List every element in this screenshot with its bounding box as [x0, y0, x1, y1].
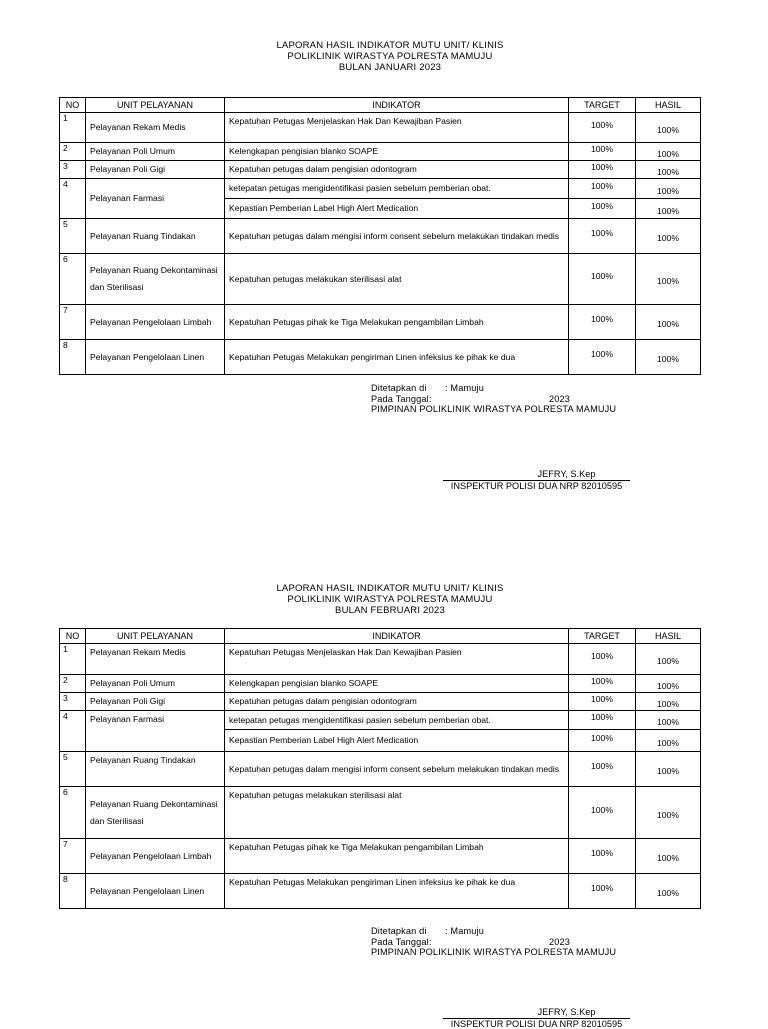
- row-target: 100%: [569, 874, 636, 909]
- table-row: [60, 752, 701, 787]
- row-hasil: 100%: [636, 219, 701, 254]
- row-unit: Pelayanan Farmasi: [86, 179, 225, 219]
- row-unit: Pelayanan Pengelolaan Linen: [86, 340, 225, 375]
- row-indikator: Kepatuhan Petugas pihak ke Tiga Melakukan pengambilan Limbah: [225, 839, 569, 874]
- table-header-row: [60, 98, 701, 113]
- signer-rank: INSPEKTUR POLISI DUA NRP 82010595: [443, 481, 630, 492]
- row-no: 5: [60, 219, 86, 254]
- row-hasil: 100%: [636, 711, 701, 730]
- tanggal-sep: :: [429, 937, 549, 948]
- row-hasil: 100%: [636, 730, 701, 752]
- row-unit: Pelayanan Ruang Dekontaminasi dan Sterilisasi: [86, 787, 225, 839]
- table-row: [60, 874, 701, 909]
- signer-rank: INSPEKTUR POLISI DUA NRP 82010595: [443, 1019, 630, 1029]
- row-indikator: Kepatuhan petugas melakukan sterilisasi alat: [225, 254, 569, 305]
- title-line-3: BULAN JANUARI 2023: [0, 62, 768, 73]
- row-hasil: 100%: [636, 644, 701, 675]
- row-indikator: Kepatuhan petugas dalam pengisian odontogram: [225, 161, 569, 179]
- row-no: 3: [60, 161, 86, 179]
- row-indikator: Kepatuhan Petugas pihak ke Tiga Melakukan pengambilan Limbah: [225, 305, 569, 340]
- header-hasil: HASIL: [636, 629, 701, 644]
- row-no: 2: [60, 675, 86, 693]
- header-no: NO: [60, 629, 86, 644]
- tanggal-year: 2023: [549, 394, 570, 404]
- title-line-1: LAPORAN HASIL INDIKATOR MUTU UNIT/ KLINIS: [0, 583, 768, 594]
- table-row: [60, 143, 701, 161]
- row-target: 100%: [569, 305, 636, 340]
- header-hasil: HASIL: [636, 98, 701, 113]
- row-unit: Pelayanan Ruang Tindakan: [86, 219, 225, 254]
- row-unit: Pelayanan Pengelolaan Limbah: [86, 305, 225, 340]
- ditetapkan-label: Ditetapkan di: [371, 383, 445, 394]
- row-target: 100%: [569, 340, 636, 375]
- row-hasil: 100%: [636, 143, 701, 161]
- row-indikator: Kelengkapan pengisian blanko SOAPE: [225, 675, 569, 693]
- row-unit: Pelayanan Rekam Medis: [86, 644, 225, 675]
- row-unit: Pelayanan Pengelolaan Limbah: [86, 839, 225, 874]
- row-unit: Pelayanan Ruang Dekontaminasi dan Sterilisasi: [86, 254, 225, 305]
- row-target: 100%: [569, 693, 636, 711]
- row-indikator: Kepatuhan Petugas Melakukan pengiriman Linen infeksius ke pihak ke dua: [225, 874, 569, 909]
- row-no: 2: [60, 143, 86, 161]
- title-line-1: LAPORAN HASIL INDIKATOR MUTU UNIT/ KLINIS: [0, 40, 768, 51]
- row-indikator: ketepatan petugas mengidentifikasi pasien sebelum pemberian obat.: [225, 711, 569, 730]
- pimpinan-title: PIMPINAN POLIKLINIK WIRASTYA POLRESTA MAMUJU: [371, 404, 616, 415]
- row-unit: Pelayanan Farmasi: [86, 711, 225, 752]
- row-no: 6: [60, 254, 86, 305]
- row-hasil: 100%: [636, 340, 701, 375]
- row-no: 7: [60, 305, 86, 340]
- indicator-table: [59, 97, 701, 375]
- table-row: [60, 113, 701, 143]
- pimpinan-title: PIMPINAN POLIKLINIK WIRASTYA POLRESTA MAMUJU: [371, 947, 616, 958]
- row-no: 8: [60, 874, 86, 909]
- row-indikator: Kepatuhan Petugas Menjelaskan Hak Dan Kewajiban Pasien: [225, 113, 569, 143]
- row-indikator: Kepatuhan petugas dalam pengisian odontogram: [225, 693, 569, 711]
- row-indikator: Kepastian Pemberian Label High Alert Medication: [225, 199, 569, 219]
- row-hasil: 100%: [636, 113, 701, 143]
- row-hasil: 100%: [636, 161, 701, 179]
- row-target: 100%: [569, 752, 636, 787]
- tanggal-row: [371, 937, 616, 948]
- header-target: TARGET: [569, 629, 636, 644]
- ditetapkan-label: Ditetapkan di: [371, 926, 445, 937]
- header-unit: UNIT PELAYANAN: [86, 98, 225, 113]
- table-row: [60, 693, 701, 711]
- table-row: [60, 787, 701, 839]
- ditetapkan-value: : Mamuju: [445, 926, 484, 936]
- table-header-row: [60, 629, 701, 644]
- table-row: [60, 254, 701, 305]
- tanggal-sep: :: [429, 394, 549, 405]
- row-indikator: Kepatuhan petugas dalam mengisi inform consent sebelum melakukan tindakan medis: [225, 752, 569, 787]
- table-row: [60, 340, 701, 375]
- row-indikator: Kepatuhan Petugas Melakukan pengiriman Linen infeksius ke pihak ke dua: [225, 340, 569, 375]
- row-unit: Pelayanan Poli Gigi: [86, 161, 225, 179]
- row-no: 1: [60, 644, 86, 675]
- tanggal-label: Pada Tanggal: [371, 394, 429, 405]
- table-row: [60, 711, 701, 730]
- row-hasil: 100%: [636, 305, 701, 340]
- row-hasil: 100%: [636, 199, 701, 219]
- signer-name: JEFRY, S.Kep: [443, 1007, 630, 1019]
- row-no: 8: [60, 340, 86, 375]
- row-no: 6: [60, 787, 86, 839]
- row-target: 100%: [569, 219, 636, 254]
- tanggal-year: 2023: [549, 937, 570, 947]
- row-no: 4: [60, 711, 86, 752]
- ditetapkan-row: [371, 926, 616, 937]
- row-target: 100%: [569, 199, 636, 219]
- signer: [443, 469, 630, 491]
- indicator-table: [59, 628, 701, 909]
- row-unit: Pelayanan Pengelolaan Linen: [86, 874, 225, 909]
- row-no: 3: [60, 693, 86, 711]
- header-no: NO: [60, 98, 86, 113]
- title-line-2: POLIKLINIK WIRASTYA POLRESTA MAMUJU: [0, 594, 768, 605]
- title-line-2: POLIKLINIK WIRASTYA POLRESTA MAMUJU: [0, 51, 768, 62]
- row-target: 100%: [569, 161, 636, 179]
- row-indikator: ketepatan petugas mengidentifikasi pasien sebelum pemberian obat.: [225, 179, 569, 199]
- row-hasil: 100%: [636, 693, 701, 711]
- report-title: [0, 583, 768, 616]
- row-hasil: 100%: [636, 752, 701, 787]
- row-no: 7: [60, 839, 86, 874]
- row-target: 100%: [569, 254, 636, 305]
- ditetapkan-row: [371, 383, 616, 394]
- row-target: 100%: [569, 730, 636, 752]
- header-unit: UNIT PELAYANAN: [86, 629, 225, 644]
- table-row: [60, 305, 701, 340]
- row-target: 100%: [569, 113, 636, 143]
- row-unit: Pelayanan Rekam Medis: [86, 113, 225, 143]
- row-unit: Pelayanan Poli Gigi: [86, 693, 225, 711]
- row-hasil: 100%: [636, 179, 701, 199]
- row-unit: Pelayanan Poli Umum: [86, 143, 225, 161]
- row-hasil: 100%: [636, 254, 701, 305]
- row-hasil: 100%: [636, 675, 701, 693]
- title-line-3: BULAN FEBRUARI 2023: [0, 605, 768, 616]
- row-no: 5: [60, 752, 86, 787]
- row-hasil: 100%: [636, 874, 701, 909]
- row-target: 100%: [569, 839, 636, 874]
- row-indikator: Kepastian Pemberian Label High Alert Medication: [225, 730, 569, 752]
- header-indikator: INDIKATOR: [225, 98, 569, 113]
- row-target: 100%: [569, 787, 636, 839]
- table-row: [60, 161, 701, 179]
- tanggal-label: Pada Tanggal: [371, 937, 429, 948]
- ditetapkan-value: : Mamuju: [445, 383, 484, 393]
- row-hasil: 100%: [636, 839, 701, 874]
- signer: [443, 1007, 630, 1029]
- row-indikator: Kepatuhan petugas dalam mengisi inform consent sebelum melakukan tindakan medis: [225, 219, 569, 254]
- header-target: TARGET: [569, 98, 636, 113]
- row-target: 100%: [569, 675, 636, 693]
- row-hasil: 100%: [636, 787, 701, 839]
- tanggal-row: [371, 394, 616, 405]
- signature-block: [371, 926, 616, 958]
- row-no: 1: [60, 113, 86, 143]
- row-target: 100%: [569, 711, 636, 730]
- table-row: [60, 644, 701, 675]
- report-title: [0, 40, 768, 73]
- row-indikator: Kepatuhan petugas melakukan sterilisasi alat: [225, 787, 569, 839]
- row-target: 100%: [569, 143, 636, 161]
- row-target: 100%: [569, 179, 636, 199]
- table-row: [60, 675, 701, 693]
- row-indikator: Kepatuhan Petugas Menjelaskan Hak Dan Kewajiban Pasien: [225, 644, 569, 675]
- signature-block: [371, 383, 616, 415]
- row-target: 100%: [569, 644, 636, 675]
- table-row: [60, 839, 701, 874]
- row-unit: Pelayanan Poli Umum: [86, 675, 225, 693]
- table-row: [60, 219, 701, 254]
- signer-name: JEFRY, S.Kep: [443, 469, 630, 481]
- header-indikator: INDIKATOR: [225, 629, 569, 644]
- row-no: 4: [60, 179, 86, 219]
- row-indikator: Kelengkapan pengisian blanko SOAPE: [225, 143, 569, 161]
- table-row: [60, 179, 701, 199]
- row-unit: Pelayanan Ruang Tindakan: [86, 752, 225, 787]
